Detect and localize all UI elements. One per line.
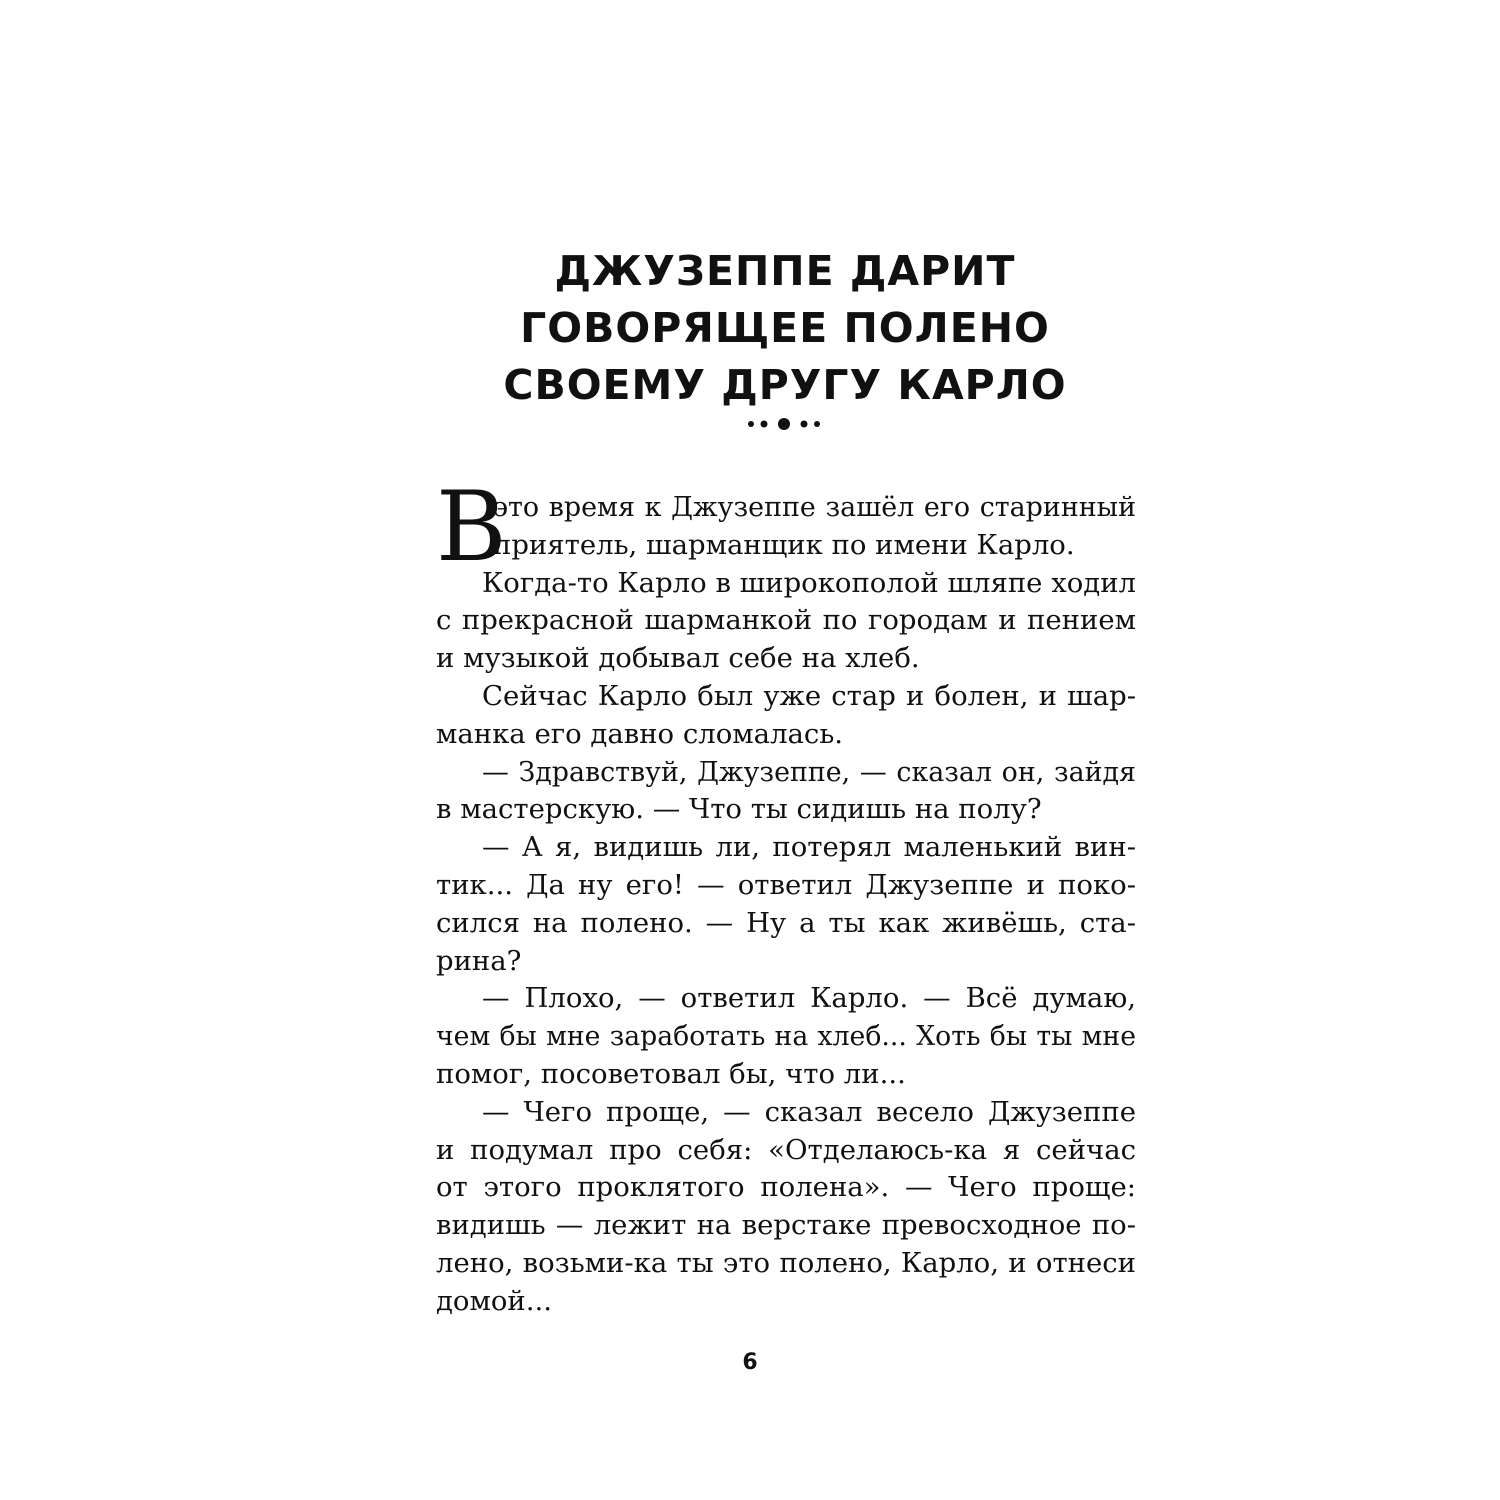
text-line: помог, посоветовал бы, что ли... (436, 1057, 906, 1090)
ornament-dot (778, 418, 790, 430)
drop-cap: В (436, 471, 507, 583)
chapter-title (430, 243, 1140, 414)
ornament-dot (748, 421, 754, 427)
text-line: и подумал про себя: «Отделаюсь-ка я сейчас (436, 1133, 1136, 1166)
text-line: Когда-то Карло в широкополой шляпе ходил (482, 566, 1136, 599)
ornament-dot (814, 421, 820, 427)
text-line: видишь — лежит на верстаке превосходное по- (436, 1209, 1136, 1242)
text-line: домой... (436, 1284, 552, 1317)
text-line: приятель, шарманщик по имени Карло. (493, 528, 1075, 561)
chapter-title-line-2: ГОВОРЯЩЕЕ ПОЛЕНО (520, 304, 1050, 352)
text-line: манка его давно сломалась. (436, 717, 844, 750)
dots-divider-icon (735, 416, 835, 432)
chapter-title-line-1: ДЖУЗЕППЕ ДАРИТ (554, 247, 1016, 295)
text-line: в мастерскую. — Что ты сидишь на полу? (436, 793, 1042, 826)
page-number: 6 (742, 1350, 758, 1375)
text-line: от этого проклятого полена». — Чего проще: (436, 1171, 1136, 1204)
text-line: лено, возьми-ка ты это полено, Карло, и отнеси (436, 1246, 1136, 1279)
text-line: — Плохо, — ответил Карло. — Всё думаю, (482, 982, 1136, 1015)
paragraph (436, 1094, 1136, 1321)
text-line: это время к Джузеппе зашёл его старинный (493, 492, 1136, 523)
paragraph (436, 678, 1136, 754)
text-line: с прекрасной шарманкой по городам и пением (436, 604, 1136, 637)
text-line: Сейчас Карло был уже стар и болен, и шар- (482, 679, 1136, 712)
text-line: сился на полено. — Ну а ты как живёшь, ста- (436, 906, 1136, 939)
ornament-dot (801, 421, 808, 428)
paragraph (436, 829, 1136, 980)
text-line: — А я, видишь ли, потерял маленький вин- (482, 831, 1136, 864)
text-line: чем бы мне заработать на хлеб... Хоть бы ты мне (436, 1021, 1136, 1053)
paragraph (436, 980, 1136, 1093)
text-line: — Чего проще, — сказал весело Джузеппе (482, 1095, 1136, 1128)
ornament-dot (761, 421, 768, 428)
chapter-title-line-3: СВОЕМУ ДРУГУ КАРЛО (503, 361, 1067, 409)
text-line: и музыкой добывал себе на хлеб. (436, 642, 920, 675)
text-line: тик... Да ну его! — ответил Джузеппе и поко- (436, 868, 1136, 901)
text-line: рина? (436, 944, 522, 977)
body-text (436, 471, 1136, 1321)
text-line: — Здравствуй, Джузеппе, — сказал он, зайдя (482, 756, 1136, 788)
paragraph (436, 565, 1136, 678)
paragraph (436, 754, 1136, 830)
